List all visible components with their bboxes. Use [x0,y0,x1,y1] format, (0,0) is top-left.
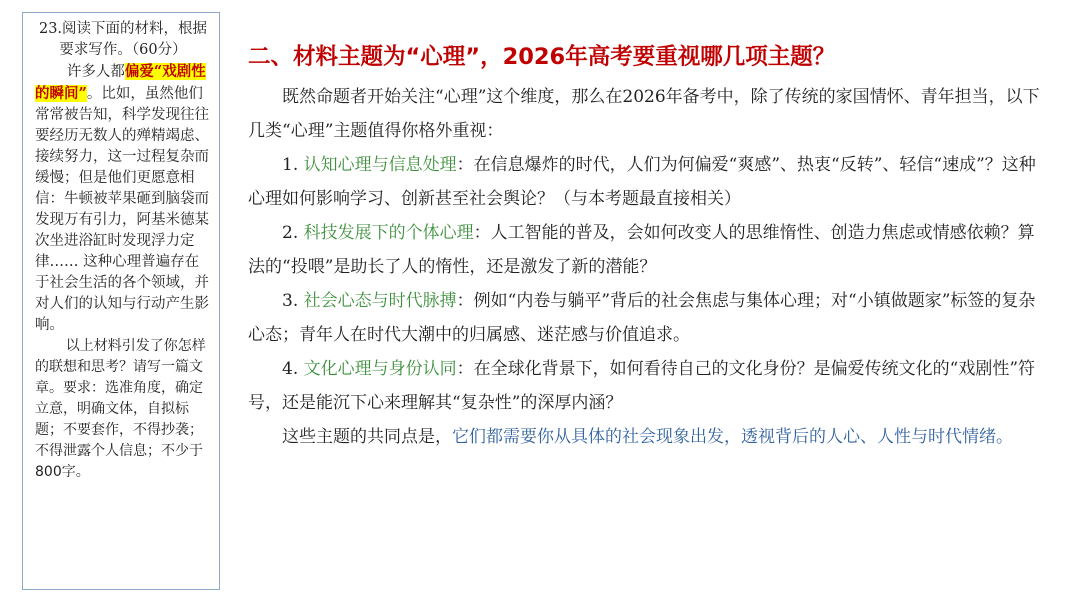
requirements-paragraph: 以上材料引发了你怎样的联想和思考？请写一篇文章。要求：选准角度，确定立意，明确文体，自拟标题；不要套作，不得抄袭；不得泄露个人信息；不少于800字。 [35,338,206,480]
item-number: 2. [282,223,304,243]
highlighted-phrase: 偏爱“戏剧性的瞬间” [35,63,206,102]
theme-label: 社会心态与时代脉搏 [303,291,457,311]
summary-text: 这些主题的共同点是， [282,427,452,447]
theme-label: 文化心理与身份认同 [303,359,457,379]
theme-text: ：在全球化背景下，如何看待自己的文化身份？是偏爱传统文化的“戏剧性”符号，还是能沉下心来理解其“复杂性”的深厚内涵？ [248,359,1036,413]
theme-label: 科技发展下的个体心理 [303,223,474,243]
item-number: 3. [282,291,304,311]
theme-item-4 [248,352,1048,420]
item-number: 4. [282,359,304,379]
writing-prompt-box [22,12,220,590]
material-text-after: 。比如，虽然他们常常被告知，科学发现往往要经历无数人的殚精竭虑、接续努力，这一过程复杂而缓慢；但是他们更愿意相信：牛顿被苹果砸到脑袋而发现万有引力，阿基米德某次坐进浴缸时发现浮力定律…… 这种心理普遍存在于社会生活的各个领域，并对人们的认知与行动产生影响。 [35,86,209,333]
theme-item-3 [248,284,1048,352]
question-header: 23.阅读下面的材料，根据要求写作。（60分） [38,21,208,58]
theme-text: ：例如“内卷与躺平”背后的社会焦虑与集体心理；对“小镇做题家”标签的复杂心态；青年人在时代大潮中的归属感、迷茫感与价值追求。 [248,291,1036,345]
intro-paragraph: 既然命题者开始关注“心理”这个维度，那么在2026年备考中，除了传统的家国情怀、青年担当，以下几类“心理”主题值得你格外重视： [248,87,1040,141]
summary-emphasis: 它们都需要你从具体的社会现象出发，透视背后的人心、人性与时代情绪。 [452,427,1013,447]
theme-item-1 [248,148,1048,216]
summary-paragraph [248,420,1048,454]
material-paragraph [35,61,211,336]
theme-text: ：人工智能的普及，会如何改变人的思维惰性、创造力焦虑或情感依赖？算法的“投喂”是助长了人的惰性，还是激发了新的潜能？ [248,223,1035,277]
theme-item-2 [248,216,1048,284]
page-title: 二、材料主题为“心理”，2026年高考要重视哪几项主题？ [248,44,836,70]
main-content [248,40,1048,454]
theme-text: ：在信息爆炸的时代，人们为何偏爱“爽感”、热衷“反转”、轻信“速成”？这种心理如何影响学习、创新甚至社会舆论？（与本考题最直接相关） [248,155,1036,209]
material-text-before: 许多人都 [66,64,125,80]
item-number: 1. [282,155,304,175]
theme-label: 认知心理与信息处理 [303,155,457,175]
